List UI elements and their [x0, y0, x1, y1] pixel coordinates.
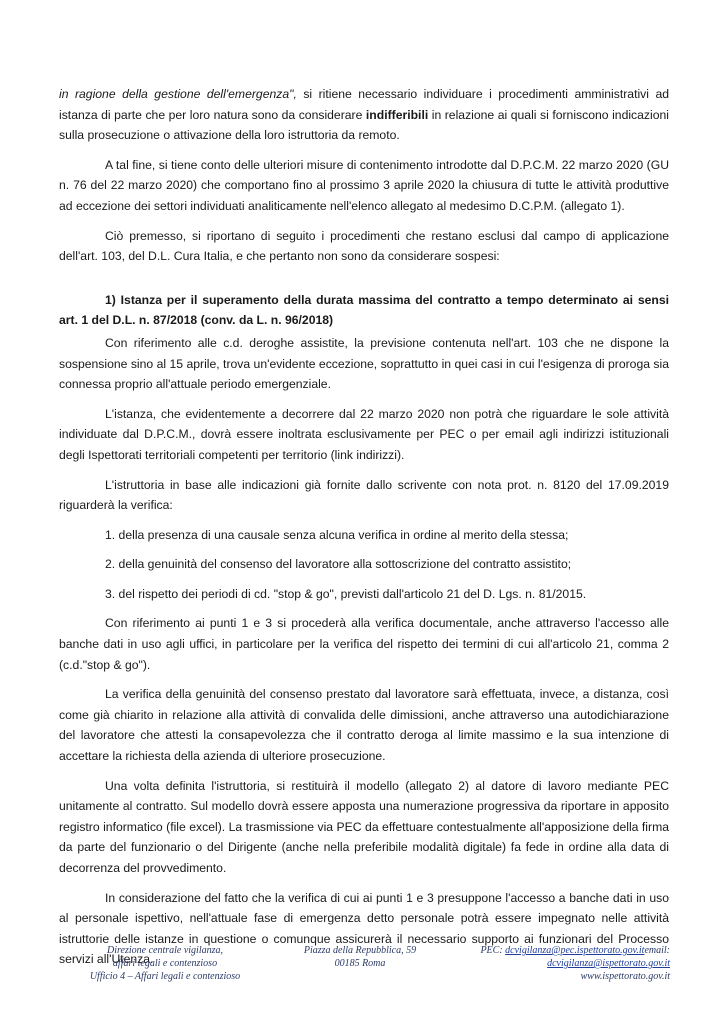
paragraph-10: In considerazione del fatto che la verifica di cui ai punti 1 e 3 presuppone l'accesso a banche dati in uso al personale ispettivo, nell'attuale fase di emergenza detto personale potrà essere impegnato nelle attività istruttorie delle istanze in questione o comunque assicurerà il necessario supporto ai funzionari del Processo servizi all'Utenza.	[59, 890, 669, 967]
paragraph-2: A tal fine, si tiene conto delle ulteriori misure di contenimento introdotte dal D.P.C.M. 22 marzo 2020 (GU n. 76 del 22 marzo 2020) che comportano fino al prossimo 3 aprile 2020 la chiusura di tutte le attività produttive ad eccezione dei settori individuati analiticamente nell'elenco allegato al medesimo D.C.P.M. (allegato 1).	[59, 157, 669, 213]
paragraph-7: Con riferimento ai punti 1 e 3 si procederà alla verifica documentale, anche attraverso l'accesso alle banche dati in uso agli uffici, in particolare per la verifica del rispetto dei termini di cui all'articolo 21, comma 2 (c.d."stop & go").	[59, 616, 669, 672]
footer-contact-line	[470, 957, 670, 970]
paragraph-8: La verifica della genuinità del consenso prestato dal lavoratore sarà effettuata, invece, a distanza, così come già chiarito in relazione alla attività di convalida delle dimissioni, anche attraverso una autodichiarazione del lavoratore che attesti la consapevolezza che il contratto deroga al limite massimo e la sua intenzione di accettare la richiesta della azienda di ulteriore prosecuzione.	[59, 687, 669, 764]
paragraph-5: L'istanza, che evidentemente a decorrere dal 22 marzo 2020 non potrà che riguardare le sole attività individuate dal D.P.C.M., dovrà essere inoltrata esclusivamente per PEC o per email agli indirizzi istituzionali degli Ispettorati territoriali competenti per territorio (link indirizzi).	[59, 406, 669, 462]
paragraph-1-bold: indifferibili	[365, 107, 429, 122]
email-label: email:	[644, 945, 670, 956]
footer-address-line: 00185 Roma	[334, 958, 386, 969]
paragraph-6: L'istruttoria in base alle indicazioni già fornite dallo scrivente con nota prot. n. 8120 del 17.09.2019 riguarderà la verifica:	[59, 477, 669, 513]
paragraph-1-text-b: in relazione ai quali si forniscono indicazioni sulla prosecuzione o attivazione della loro istruttoria da remoto.	[59, 107, 669, 143]
section-heading: 1) Istanza per il superamento della durata massima del contratto a tempo determinato ai sensi art. 1 del D.L. n. 87/2018 (conv. da L. n. 96/2018)	[59, 292, 669, 328]
paragraph-1	[59, 84, 669, 146]
paragraph-9: Una volta definita l'istruttoria, si restituirà il modello (allegato 2) al datore di lavoro mediante PEC unitamente al contratto. Sul modello dovrà essere apposta una numerazione progressiva da riportare in apposito registro informatico (file excel). La trasmissione via PEC da effettuare contestualmente all'apposizione della firma da parte del funzionario o del Dirigente (anche nella preferibile modalità digitale) fa fede in ordine alla data di decorrenza del provvedimento.	[59, 778, 669, 875]
document-body	[59, 84, 669, 979]
website-link[interactable]: www.ispettorato.gov.it	[580, 971, 670, 982]
footer-office-line: Direzione centrale vigilanza,	[107, 945, 223, 956]
footer-office-line: Ufficio 4 – Affari legali e contenzioso	[89, 971, 241, 982]
pec-link[interactable]: dcvigilanza@pec.ispettorato.gov.it	[505, 945, 645, 956]
list-item: 1. della presenza di una causale senza alcuna verifica in ordine al merito della stessa;	[105, 527, 569, 542]
footer-address	[290, 944, 430, 970]
email-link[interactable]: dcvigilanza@ispettorato.gov.it	[547, 958, 670, 969]
pec-label: PEC:	[480, 945, 506, 956]
footer-office	[80, 944, 250, 983]
list-item: 2. della genuinità del consenso del lavoratore alla sottoscrizione del contratto assistito;	[105, 557, 572, 572]
paragraph-4: Con riferimento alle c.d. deroghe assistite, la previsione contenuta nell'art. 103 che ne dispone la sospensione sino al 15 aprile, trova un'evidente eccezione, soprattutto in quei casi in cui l'esigenza di proroga sia connessa proprio all'attuale periodo emergenziale.	[59, 335, 669, 392]
footer-contact-line	[470, 944, 670, 957]
paragraph-3: Ciò premesso, si riportano di seguito i procedimenti che restano esclusi dal campo di applicazione dell'art. 103, del D.L. Cura Italia, e che pertanto non sono da considerare sospesi:	[59, 228, 669, 264]
page-footer	[0, 944, 724, 994]
paragraph-1-italic: in ragione della gestione dell'emergenza",	[59, 87, 297, 101]
footer-office-line: affari legali e contenzioso	[112, 958, 218, 969]
footer-contacts	[470, 944, 670, 983]
footer-contact-line	[470, 970, 670, 983]
paragraph-1-text-a: si ritiene necessario individuare i procedimenti amministrativi ad istanza di parte che per loro natura sono da considerare	[59, 87, 670, 122]
footer-address-line: Piazza della Repubblica, 59	[303, 945, 417, 956]
list-item: 3. del rispetto dei periodi di cd. "stop & go", previsti dall'articolo 21 del D. Lgs. n. 81/2015.	[105, 586, 587, 601]
